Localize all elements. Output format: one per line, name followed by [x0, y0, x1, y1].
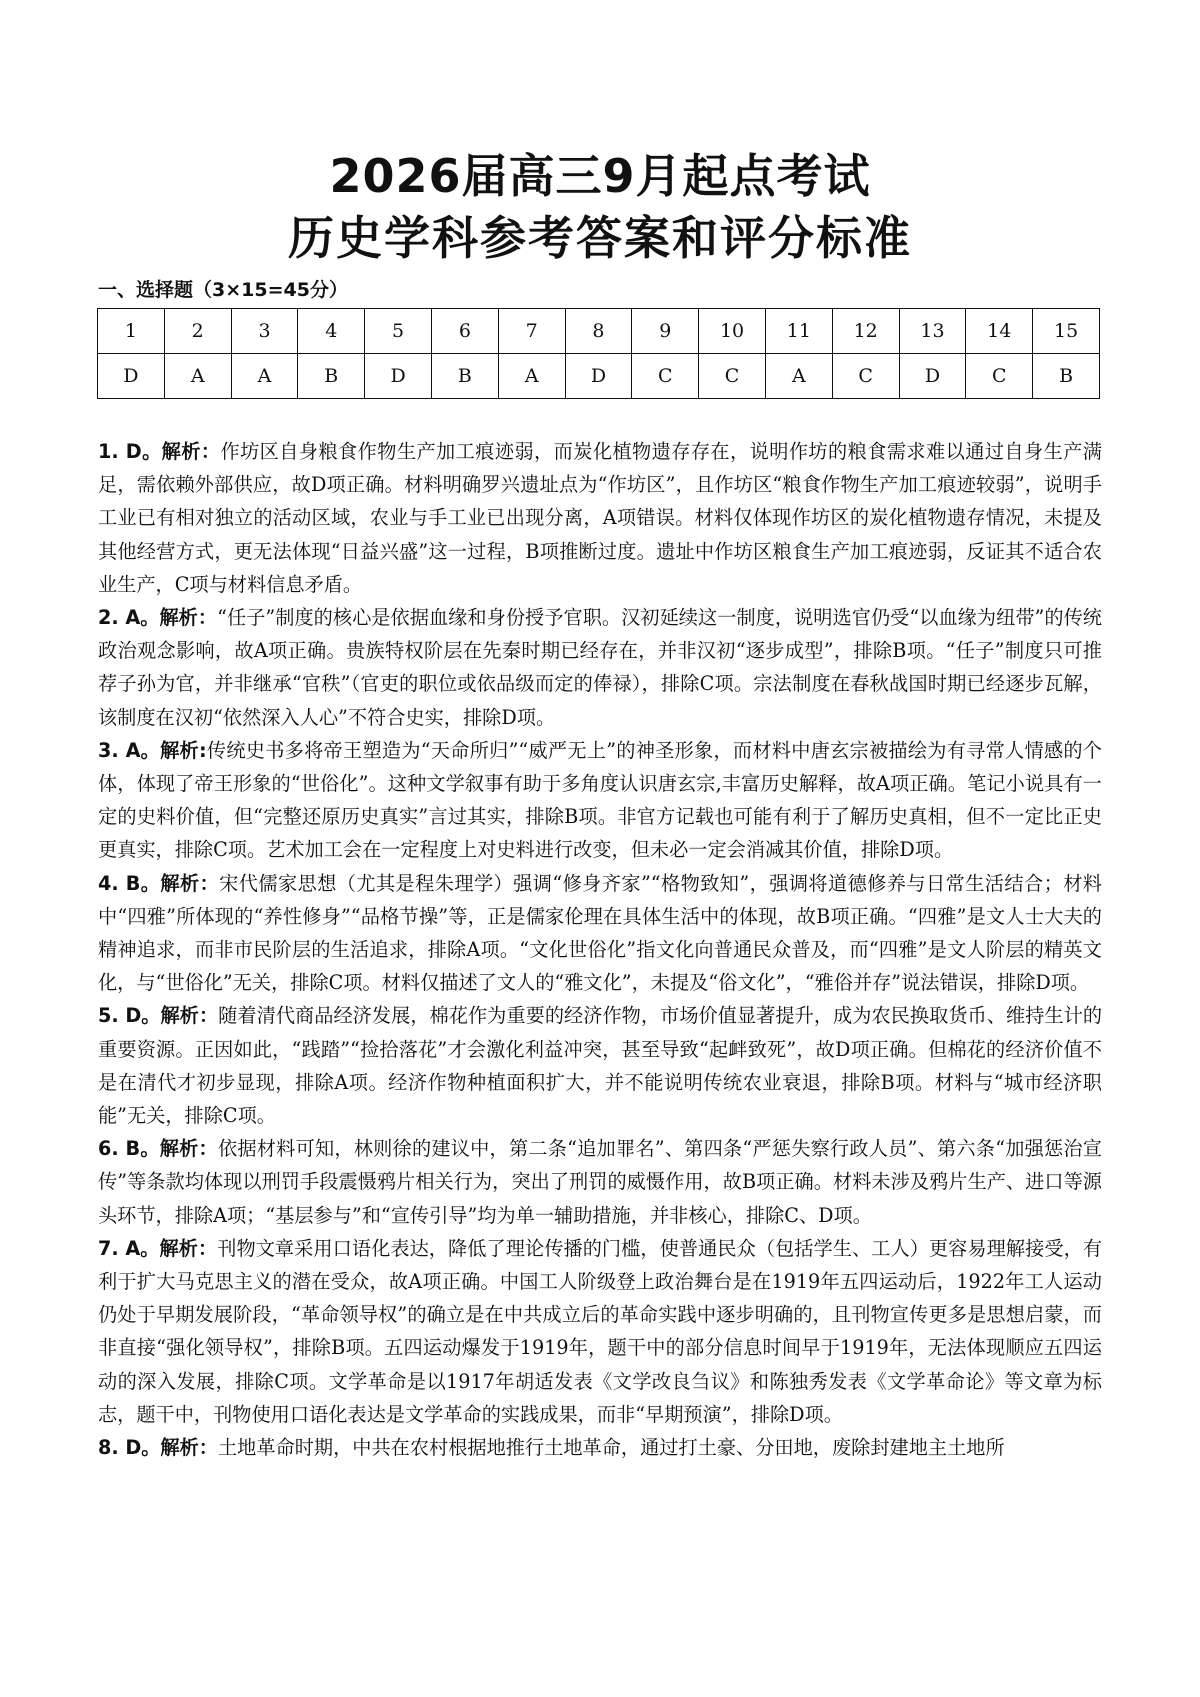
question-number-cell: 4 — [298, 309, 365, 354]
answer-table-number-row — [98, 309, 1100, 354]
answer-cell: C — [832, 354, 899, 399]
explanation-item — [98, 734, 1102, 867]
explanation-item — [98, 867, 1102, 1000]
question-number-cell: 12 — [832, 309, 899, 354]
answer-cell: A — [498, 354, 565, 399]
explanation-item — [98, 1232, 1102, 1431]
explanation-text: 传统史书多将帝王塑造为“天命所归”“威严无上”的神圣形象，而材料中唐玄宗被描绘为有寻常人情感的个体，体现了帝王形象的“世俗化”。这种文学叙事有助于多角度认识唐玄宗,丰富历史解释，故A项正确。笔记小说具有一定的史料价值，但“完整还原历史真实”言过其实，排除B项。非官方记载也可能有利于了解历史真相，但不一定比正史更真实，排除C项。艺术加工会在一定程度上对史料进行改变，但未必一定会消减其价值，排除D项。 — [98, 738, 1102, 862]
explanation-lead: 5. D。解析： — [98, 1004, 219, 1028]
explanation-item — [98, 435, 1102, 601]
question-number-cell: 6 — [431, 309, 498, 354]
question-number-cell: 5 — [365, 309, 432, 354]
explanation-text: 宋代儒家思想（尤其是程朱理学）强调“修身齐家”“格物致知”，强调将道德修养与日常生活结合；材料中“四雅”所体现的“养性修身”“品格节操”等，正是儒家伦理在具体生活中的体现，故B项正确。“四雅”是文人士大夫的精神追求，而非市民阶层的生活追求，排除A项。“文化世俗化”指文化向普通民众普及，而“四雅”是文人阶层的精英文化，与“世俗化”无关，排除C项。材料仅描述了文人的“雅文化”，未提及“俗文化”，“雅俗并存”说法错误，排除D项。 — [98, 871, 1102, 995]
question-number-cell: 3 — [231, 309, 298, 354]
explanation-text: 作坊区自身粮食作物生产加工痕迹弱，而炭化植物遗存存在，说明作坊的粮食需求难以通过自身生产满足，需依赖外部供应，故D项正确。材料明确罗兴遗址点为“作坊区”，且作坊区“粮食作物生产加工痕迹较弱”，说明手工业已有相对独立的活动区域，农业与手工业已出现分离，A项错误。材料仅体现作坊区的炭化植物遗存情况，未提及其他经营方式，更无法体现“日益兴盛”这一过程，B项推断过度。遗址中作坊区粮食生产加工痕迹弱，反证其不适合农业生产，C项与材料信息矛盾。 — [98, 440, 1102, 596]
answer-cell: B — [298, 354, 365, 399]
answer-cell: D — [98, 354, 165, 399]
explanation-lead: 3. A。解析: — [98, 738, 207, 762]
answer-cell: C — [632, 354, 699, 399]
answer-cell: D — [899, 354, 966, 399]
question-number-cell: 10 — [699, 309, 766, 354]
question-number-cell: 9 — [632, 309, 699, 354]
question-number-cell: 11 — [765, 309, 832, 354]
explanation-text: 随着清代商品经济发展，棉花作为重要的经济作物，市场价值显著提升，成为农民换取货币、维持生计的重要资源。正因如此，“践踏”“捡拾落花”才会激化利益冲突，甚至导致“起衅致死”，故D项正确。但棉花的经济价值不是在清代才初步显现，排除A项。经济作物种植面积扩大，并不能说明传统农业衰退，排除B项。材料与“城市经济职能”无关，排除C项。 — [98, 1004, 1103, 1128]
page-subtitle: 历史学科参考答案和评分标准 — [288, 211, 912, 265]
answer-cell: C — [966, 354, 1033, 399]
explanation-text: 依据材料可知，林则徐的建议中，第二条“追加罪名”、第四条“严惩失察行政人员”、第六条“加强惩治宣传”等条款均体现以刑罚手段震慑鸦片相关行为，突出了刑罚的威慑作用，故B项正确。材料未涉及鸦片生产、进口等源头环节，排除A项；“基层参与”和“宣传引导”均为单一辅助措施，并非核心，排除C、D项。 — [98, 1137, 1102, 1227]
answer-cell: A — [765, 354, 832, 399]
page-title: 2026届高三9月起点考试 — [329, 149, 871, 203]
answer-cell: D — [365, 354, 432, 399]
explanation-lead: 2. A。解析： — [98, 606, 218, 630]
explanation-lead: 4. B。解析： — [98, 871, 220, 895]
answer-cell: B — [431, 354, 498, 399]
explanation-item — [98, 601, 1102, 734]
explanation-text: “任子”制度的核心是依据血缘和身份授予官职。汉初延续这一制度，说明选官仍受“以血缘为纽带”的传统政治观念影响，故A项正确。贵族特权阶层在先秦时期已经存在，并非汉初“逐步成型”，排除B项。“任子”制度只可推荐子孙为官，并非继承“官秩”（官吏的职位或依品级而定的俸禄），排除C项。宗法制度在春秋战国时期已经逐步瓦解，该制度在汉初“依然深入人心”不符合史实，排除D项。 — [98, 606, 1102, 729]
question-number-cell: 8 — [565, 309, 632, 354]
explanation-item — [98, 999, 1102, 1132]
explanation-lead: 6. B。解析： — [98, 1137, 218, 1161]
question-number-cell: 1 — [98, 309, 165, 354]
question-number-cell: 2 — [164, 309, 231, 354]
explanation-text: 刊物文章采用口语化表达，降低了理论传播的门槛，使普通民众（包括学生、工人）更容易理解接受，有利于扩大马克思主义的潜在受众，故A项正确。中国工人阶级登上政治舞台是在1919年五四运动后，1922年工人运动仍处于早期发展阶段，“革命领导权”的确立是在中共成立后的革命实践中逐步明确的，且刊物宣传更多是思想启蒙，而非直接“强化领导权”，排除B项。五四运动爆发于1919年，题干中的部分信息时间早于1919年，无法体现顺应五四运动的深入发展，排除C项。文学革命是以1917年胡适发表《文学改良刍议》和陈独秀发表《文学革命论》等文章为标志，题干中，刊物使用口语化表达是文学革命的实践成果，而非“早期预演”，排除D项。 — [98, 1236, 1103, 1426]
answer-cell: A — [164, 354, 231, 399]
section-heading: 一、选择题（3×15=45分） — [98, 279, 348, 301]
explanation-lead: 8. D。解析： — [98, 1436, 218, 1460]
answer-cell: D — [565, 354, 632, 399]
explanation-text: 土地革命时期，中共在农村根据地推行土地革命，通过打土豪、分田地，废除封建地主土地所 — [218, 1436, 1005, 1460]
answer-cell: B — [1033, 354, 1100, 399]
question-number-cell: 13 — [899, 309, 966, 354]
explanation-item — [98, 1431, 1102, 1464]
answer-table-answer-row — [98, 354, 1100, 399]
answer-cell: C — [699, 354, 766, 399]
answer-cell: A — [231, 354, 298, 399]
question-number-cell: 7 — [498, 309, 565, 354]
question-number-cell: 15 — [1033, 309, 1100, 354]
explanation-list — [98, 435, 1102, 1464]
answer-table — [97, 308, 1100, 399]
explanation-lead: 7. A。解析： — [98, 1236, 218, 1260]
explanation-lead: 1. D。解析： — [98, 440, 221, 463]
question-number-cell: 14 — [966, 309, 1033, 354]
explanation-item — [98, 1132, 1102, 1232]
